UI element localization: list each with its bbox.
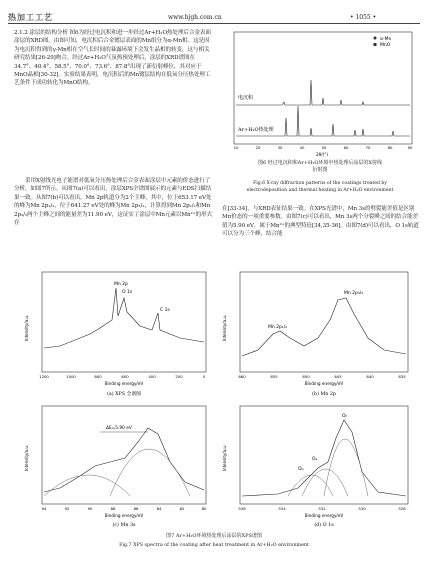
svg-text:Intensity/a.u.: Intensity/a.u.: [222, 314, 227, 342]
page-number: • 1055 •: [350, 14, 377, 21]
svg-text:Oᵢₙ: Oᵢₙ: [298, 467, 305, 472]
svg-text:80: 80: [201, 506, 207, 511]
left-paragraph-2: 采用X射线光电子能谱对低氧分压热处理后合金表面涂层中元素的价态进行了分析，如图7所示。从图7(a)可以看出，涂层XPS全谱图展示的元素与EDS扫描结果一致。从图7(b)可以看出，Mn 2p轨道分为2个主峰，其中，位于653.17 eV处的峰为Mn 2p₁/₂，位于641.27 eV处的峰为Mn 2p₃/₂，计算得到Mn 2p₁/₂和Mn 2p₃/₂两个主峰之间的能量差为11.90 eV，这证实了涂层中Mn元素以Mn²⁺的形式存: [14, 178, 212, 227]
svg-text:α-Mn: α-Mn: [380, 37, 392, 42]
svg-text:532: 532: [318, 506, 326, 511]
fig7b-mn2p: [218, 268, 414, 400]
svg-text:650: 650: [302, 374, 310, 379]
svg-text:200: 200: [175, 374, 183, 379]
fig6-caption-cn: 图6 经过电沉积和Ar+H₂O环境中热处理后涂层的X射线 衍射图: [258, 160, 382, 173]
svg-text:82: 82: [179, 506, 185, 511]
svg-text:Oₐ: Oₐ: [312, 457, 318, 462]
svg-text:92: 92: [64, 506, 70, 511]
svg-text:1200: 1200: [39, 374, 49, 379]
fig7a-xps-survey: [20, 268, 210, 400]
fig7-caption-en: Fig.7 XPS spectra of the coating after heat treatment in Ar+H₂O environment: [119, 543, 309, 548]
svg-text:400: 400: [148, 374, 156, 379]
header-rule: [8, 23, 420, 24]
svg-text:600: 600: [121, 374, 129, 379]
svg-text:Intensity/a.u.: Intensity/a.u.: [24, 314, 29, 342]
svg-text:84: 84: [156, 506, 162, 511]
svg-text:800: 800: [94, 374, 102, 379]
fig7c-mn3s: [20, 402, 210, 530]
svg-text:645: 645: [334, 374, 342, 379]
left-paragraph-1: 2.1.2 涂层的结构分析 图6为经过电沉积和进一步经过Ar+H₂O热处理后合金表面涂层的XRD图。由图可知，电沉积后合金镀层表面的Mn组分为α-Mn相。这是因为电沉积得到的γ-Mn相在空气长时间的暴露环境下会发生晶相的转变，这与相关研究结果[26-29]吻合。经过Ar+H₂O气氛热预处理后，涂层的XRD谱图在34.7°、40.4°、58.5°、70.0°、73.6°、87.8°出现了新衍射峰位，其对应于MnO晶相[30-32]。实验结果表明，电沉积后的Mn镀层结构在低氧分压热处理工艺条件下成功转化为MnO结构。: [14, 30, 211, 87]
svg-text:Intensity/a.u.: Intensity/a.u.: [24, 444, 29, 472]
svg-text:635: 635: [398, 374, 406, 379]
svg-text:536: 536: [238, 506, 246, 511]
svg-text:528: 528: [398, 506, 406, 511]
svg-text:655: 655: [270, 374, 278, 379]
fig6-caption-en: Fig.6 X-ray diffraction patterns of the coatings treated by electrodeposition and thermal heating in Ar+H₂O environment: [246, 181, 394, 193]
svg-text:640: 640: [366, 374, 374, 379]
svg-text:Oₕ: Oₕ: [342, 414, 348, 419]
svg-text:10: 10: [233, 145, 239, 150]
svg-text:Binding energy/eV: Binding energy/eV: [304, 381, 344, 386]
svg-text:(a) XPS 全谱图: (a) XPS 全谱图: [107, 392, 141, 397]
fig6-xrd-chart: [222, 28, 418, 158]
svg-text:Binding energy/eV: Binding energy/eV: [304, 513, 344, 518]
svg-text:530: 530: [358, 506, 366, 511]
svg-text:(c) Mn 3s: (c) Mn 3s: [112, 523, 136, 528]
svg-text:90: 90: [87, 506, 93, 511]
right-paragraph-1: 在[33-34]，与XRD表征结果一致。在XPS光谱中，Mn 3s的劈裂能差值是区别Mn价态的一项重要参数。由图7(c)可以看出，Mn 3s两个分裂峰之间的结合能差值为5.90 eV，属于Mn²⁺的典型特征[34,35-36]。由图7(d)可以看出，O 1s轨道可以分为三个峰，结合能: [222, 206, 419, 238]
svg-text:20: 20: [255, 145, 261, 150]
svg-text:30: 30: [277, 145, 283, 150]
svg-text:90: 90: [407, 145, 413, 150]
svg-text:0: 0: [202, 374, 206, 379]
svg-text:Mn 2p₁/₂: Mn 2p₁/₂: [268, 325, 288, 330]
fig6-xticks: [234, 145, 413, 150]
svg-text:88: 88: [110, 506, 116, 511]
svg-text:(b) Mn 2p: (b) Mn 2p: [312, 392, 336, 397]
svg-text:电沉积: 电沉积: [238, 95, 254, 101]
svg-text:C 1s: C 1s: [160, 308, 170, 313]
svg-text:ΔE=5.90 eV: ΔE=5.90 eV: [106, 426, 132, 431]
svg-text:50: 50: [321, 145, 327, 150]
svg-text:660: 660: [238, 374, 246, 379]
svg-text:70: 70: [365, 145, 371, 150]
fig7d-o1s: [218, 402, 414, 530]
svg-text:534: 534: [278, 506, 286, 511]
journal-logo: 热加工工艺: [8, 12, 53, 22]
svg-text:Mn 2p: Mn 2p: [114, 282, 128, 287]
svg-text:60: 60: [343, 145, 349, 150]
fig6-xlabel: 2θ/(°): [316, 152, 328, 157]
svg-text:Ar+H₂O热处理: Ar+H₂O热处理: [238, 127, 274, 133]
svg-text:MnO: MnO: [380, 43, 391, 48]
journal-url: www.hjgh.com.cn: [168, 14, 222, 21]
svg-text:Binding energy/eV: Binding energy/eV: [104, 513, 144, 518]
fig7-caption-cn: 图7 Ar+H₂O环境热处理后涂层的XPS谱图: [166, 533, 262, 539]
svg-text:Binding energy/eV: Binding energy/eV: [104, 381, 144, 386]
svg-text:Intensity/a.u.: Intensity/a.u.: [222, 444, 227, 472]
svg-text:1000: 1000: [66, 374, 76, 379]
fig6-legend: [374, 36, 392, 48]
svg-text:94: 94: [41, 506, 47, 511]
svg-text:Mn 2p₃/₂: Mn 2p₃/₂: [344, 291, 364, 296]
svg-text:(d) O 1s: (d) O 1s: [314, 523, 334, 528]
svg-text:O 1s: O 1s: [122, 290, 133, 295]
svg-text:80: 80: [387, 145, 393, 150]
svg-text:40: 40: [299, 145, 305, 150]
svg-text:86: 86: [133, 506, 139, 511]
